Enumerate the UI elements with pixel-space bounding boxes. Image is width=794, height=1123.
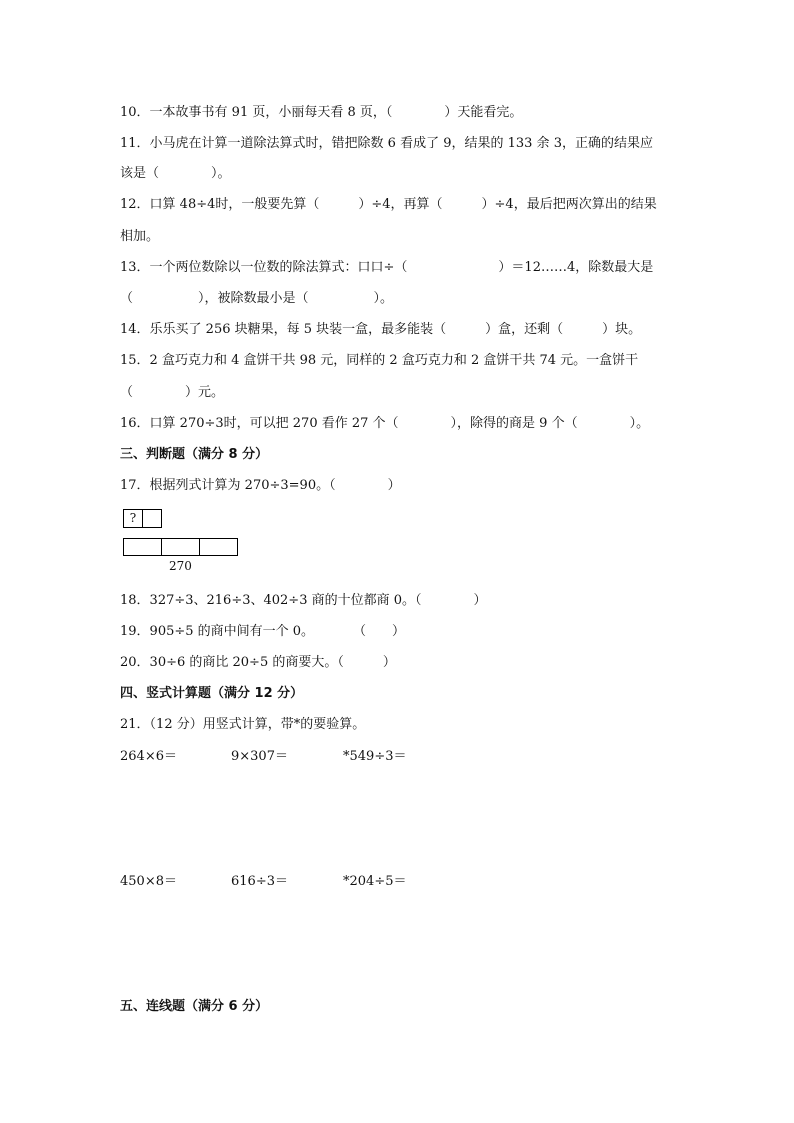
diagram-unknown-cell: ?	[123, 509, 143, 528]
question-21: 21．（12 分）用竖式计算，带*的要验算。	[120, 717, 366, 732]
calc-problem: *549÷3＝	[343, 749, 407, 764]
section-5-heading: 五、连线题（满分 6 分）	[120, 999, 269, 1014]
calc-problem: 616÷3＝	[231, 874, 288, 889]
question-18: 18．327÷3、216÷3、402÷3 商的十位都商 0。（ ）	[120, 593, 487, 608]
diagram-segment-1	[123, 538, 162, 556]
calc-problem: 450×8＝	[120, 874, 177, 889]
question-17: 17．根据列式计算为 270÷3=90。（ ）	[120, 478, 401, 493]
question-20: 20．30÷6 的商比 20÷5 的商要大。（ ）	[120, 655, 396, 670]
question-13-line1: 13．一个两位数除以一位数的除法算式：口口÷（ ）＝12……4，除数最大是	[120, 260, 654, 275]
calc-problem: *204÷5＝	[343, 874, 407, 889]
question-11-line1: 11．小马虎在计算一道除法算式时，错把除数 6 看成了 9，结果的 133 余 3，正确的结果应	[120, 136, 653, 151]
question-10: 10．一本故事书有 91 页，小丽每天看 8 页，（ ）天能看完。	[120, 105, 523, 120]
diagram-total-label: 270	[169, 559, 192, 573]
question-13-line2: （ ），被除数最小是（ ）。	[120, 291, 394, 306]
question-15-line2: （ ）元。	[120, 385, 225, 400]
question-12-line2: 相加。	[120, 229, 160, 244]
question-12-line1: 12．口算 48÷4时，一般要先算（ ）÷4，再算（ ）÷4，最后把两次算出的结果	[120, 197, 657, 212]
calc-problem: 9×307＝	[231, 749, 288, 764]
diagram-segment-3	[199, 538, 238, 556]
section-3-heading: 三、判断题（满分 8 分）	[120, 447, 269, 462]
diagram-small-cell	[142, 509, 162, 528]
calc-problem: 264×6＝	[120, 749, 177, 764]
question-19: 19．905÷5 的商中间有一个 0。 （ ）	[120, 624, 406, 639]
question-11-line2: 该是（ ）。	[120, 166, 231, 181]
section-4-heading: 四、竖式计算题（满分 12 分）	[120, 686, 304, 701]
question-16: 16．口算 270÷3时，可以把 270 看作 27 个（ ），除得的商是 9 个（ ）。	[120, 416, 650, 431]
question-15-line1: 15．2 盒巧克力和 4 盒饼干共 98 元，同样的 2 盒巧克力和 2 盒饼干共 74 元。一盒饼干	[120, 353, 639, 368]
question-14: 14．乐乐买了 256 块糖果，每 5 块装一盒，最多能装（ ）盒，还剩（ ）块。	[120, 322, 642, 337]
diagram-segment-2	[161, 538, 200, 556]
